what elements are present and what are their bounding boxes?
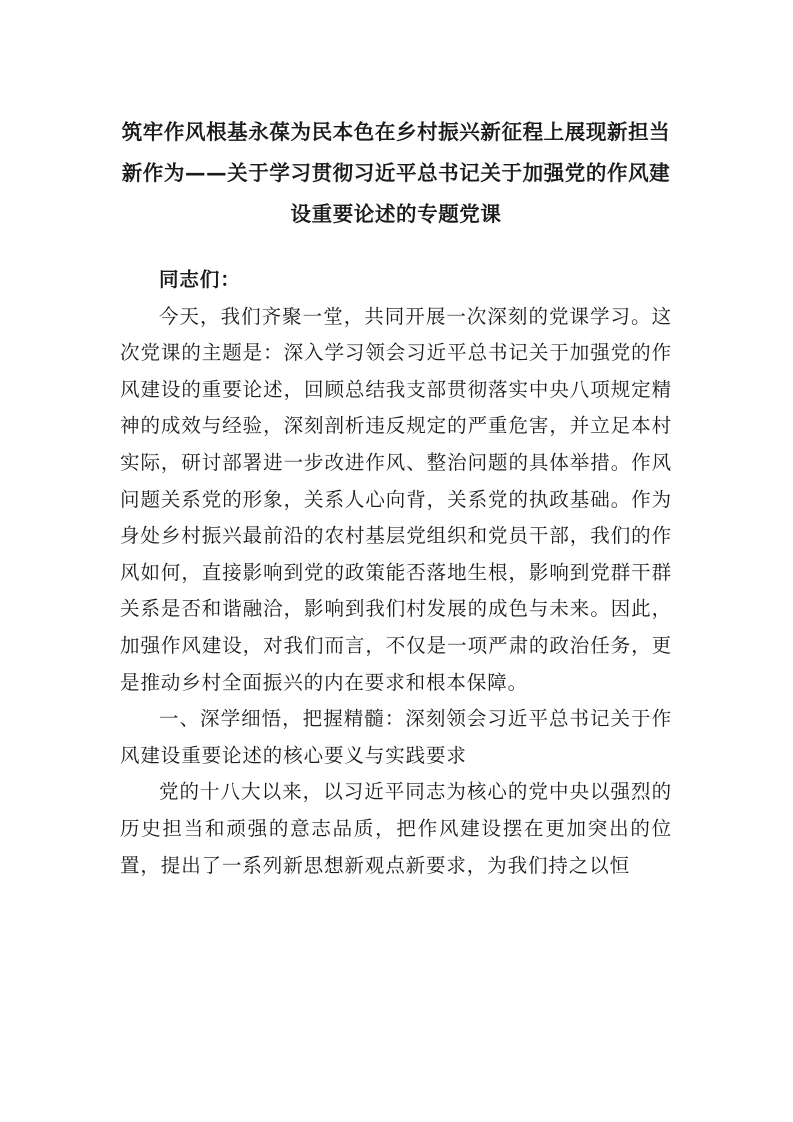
paragraph-intro: 今天，我们齐聚一堂，共同开展一次深刻的党课学习。这次党课的主题是：深入学习领会习近平总书记关于加强党的作风建设的重要论述，回顾总结我支部贯彻落实中央八项规定精神的成效与经验，深刻剖析违反规定的严重危害，并立足本村实际，研讨部署进一步改进作风、整治问题的具体举措。作风问题关系党的形象，关系人心向背，关系党的执政基础。作为身处乡村振兴最前沿的农村基层党组织和党员干部，我们的作风如何，直接影响到党的政策能否落地生根，影响到党群干群关系是否和谐融洽，影响到我们村发展的成色与未来。因此，加强作风建设，对我们而言，不仅是一项严肃的政治任务，更是推动乡村全面振兴的内在要求和根本保障。 <box>120 304 672 694</box>
salutation: 同志们： <box>159 268 241 291</box>
section-heading-1: 一、深学细悟，把握精髓：深刻领会习近平总书记关于作风建设重要论述的核心要义与实践要求 <box>120 707 672 767</box>
document-body <box>120 262 672 884</box>
paragraph-section-1: 党的十八大以来，以习近平同志为核心的党中央以强烈的历史担当和顽强的意志品质，把作风建设摆在更加突出的位置，提出了一系列新思想新观点新要求，为我们持之以恒 <box>120 780 672 877</box>
document-title: 筑牢作风根基永葆为民本色在乡村振兴新征程上展现新担当新作为——关于学习贯彻习近平总书记关于加强党的作风建设重要论述的专题党课 <box>121 120 671 226</box>
